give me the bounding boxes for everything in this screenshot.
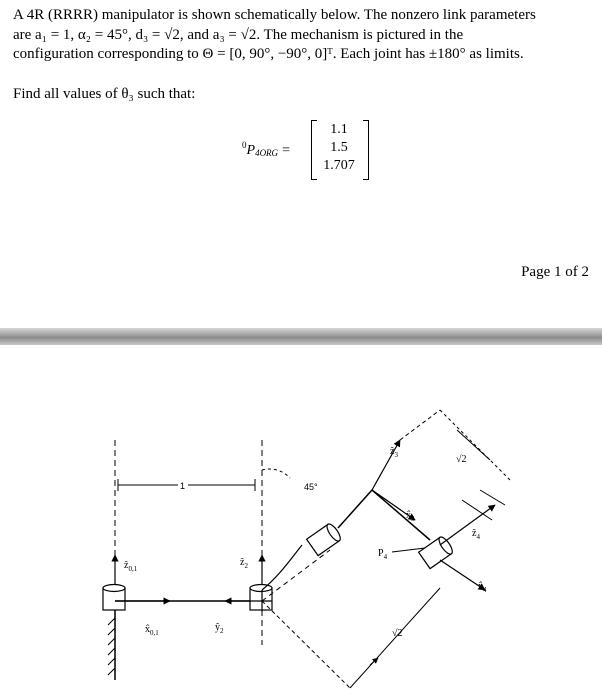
problem-line-3: configuration corresponding to Θ = [0, 90°, −90°, 0]ᵀ. Each joint has ±180° as limits.: [13, 46, 524, 62]
manipulator-diagram: [0, 345, 602, 698]
link-2-dashed: [262, 550, 330, 601]
sqrt2-dimension-top: [440, 410, 510, 520]
top-dim-ref: [440, 410, 510, 480]
p4-label: $P_4$: [378, 548, 388, 561]
matrix-value-y: 1.5: [330, 140, 348, 155]
z2-label: ẑ$_2$: [240, 557, 248, 570]
page-separator: [0, 328, 602, 345]
x4-label: $x̂_4$: [478, 581, 487, 594]
joint-3: [307, 410, 440, 556]
bottom-dim-ref: [262, 601, 350, 688]
z3-label: ẑ$_3$: [390, 446, 398, 459]
ground-hatching: [108, 618, 115, 675]
angle-arc: [262, 469, 290, 478]
problem-statement: [13, 6, 593, 65]
matrix-value-x: 1.1: [330, 122, 348, 137]
equation-vector-name: P: [246, 143, 256, 158]
x3-label: $x̂_3$: [406, 510, 415, 523]
z4-arrow: [440, 505, 495, 545]
matrix-right-bracket: [363, 120, 369, 180]
page-number: Page 1 of 2: [521, 264, 589, 280]
equation-lhs: [242, 140, 290, 159]
joint-1-cylinder-top: [103, 585, 125, 592]
sqrt2-top-label: √2: [456, 454, 467, 465]
link-3: [338, 490, 372, 528]
sqrt2-dimension-bottom: [262, 588, 440, 688]
top-dim-tick-2: [480, 490, 505, 505]
joint-2-cylinder-top: [250, 585, 272, 592]
z3-extension: [400, 410, 440, 440]
link-length-label: 1: [180, 481, 186, 491]
x01-label: $x̂_{0,1}$: [145, 624, 159, 637]
pdf-page-2: [0, 345, 602, 698]
link-length-dimension: [118, 478, 255, 491]
y2-label: $ŷ_2$: [215, 622, 224, 635]
joint-3-cylinder: [307, 522, 343, 556]
matrix-value-z: 1.707: [323, 158, 355, 173]
problem-line-2: are a₁ = 1, α₂ = 45°, d₃ = √2, and a₃ = √2. The mechanism is pictured in the: [13, 26, 464, 43]
find-prompt: Find all values of θ₃ such that:: [13, 86, 196, 102]
problem-line-1: A 4R (RRRR) manipulator is shown schematically below. The nonzero link parameters: [13, 7, 536, 23]
z4-label: ẑ$_4$: [472, 528, 480, 541]
link-3b: [372, 490, 430, 540]
z01-label: ẑ$_{0,1}$: [124, 560, 138, 573]
z3-arrow: [372, 440, 400, 490]
position-equation: [242, 120, 392, 182]
equation-vector-subscript: 4ORG: [255, 148, 279, 158]
bottom-dim-arrow: [370, 658, 378, 665]
angle-label: 45°: [304, 482, 318, 492]
joint-4-cylinder: [419, 535, 455, 569]
equation-frame-superscript: 0: [242, 140, 247, 150]
sqrt2-bottom-label: √2: [392, 628, 403, 639]
pdf-page-1: [0, 0, 602, 328]
equals-sign: =: [282, 143, 290, 158]
link-2-curve: [262, 545, 302, 590]
